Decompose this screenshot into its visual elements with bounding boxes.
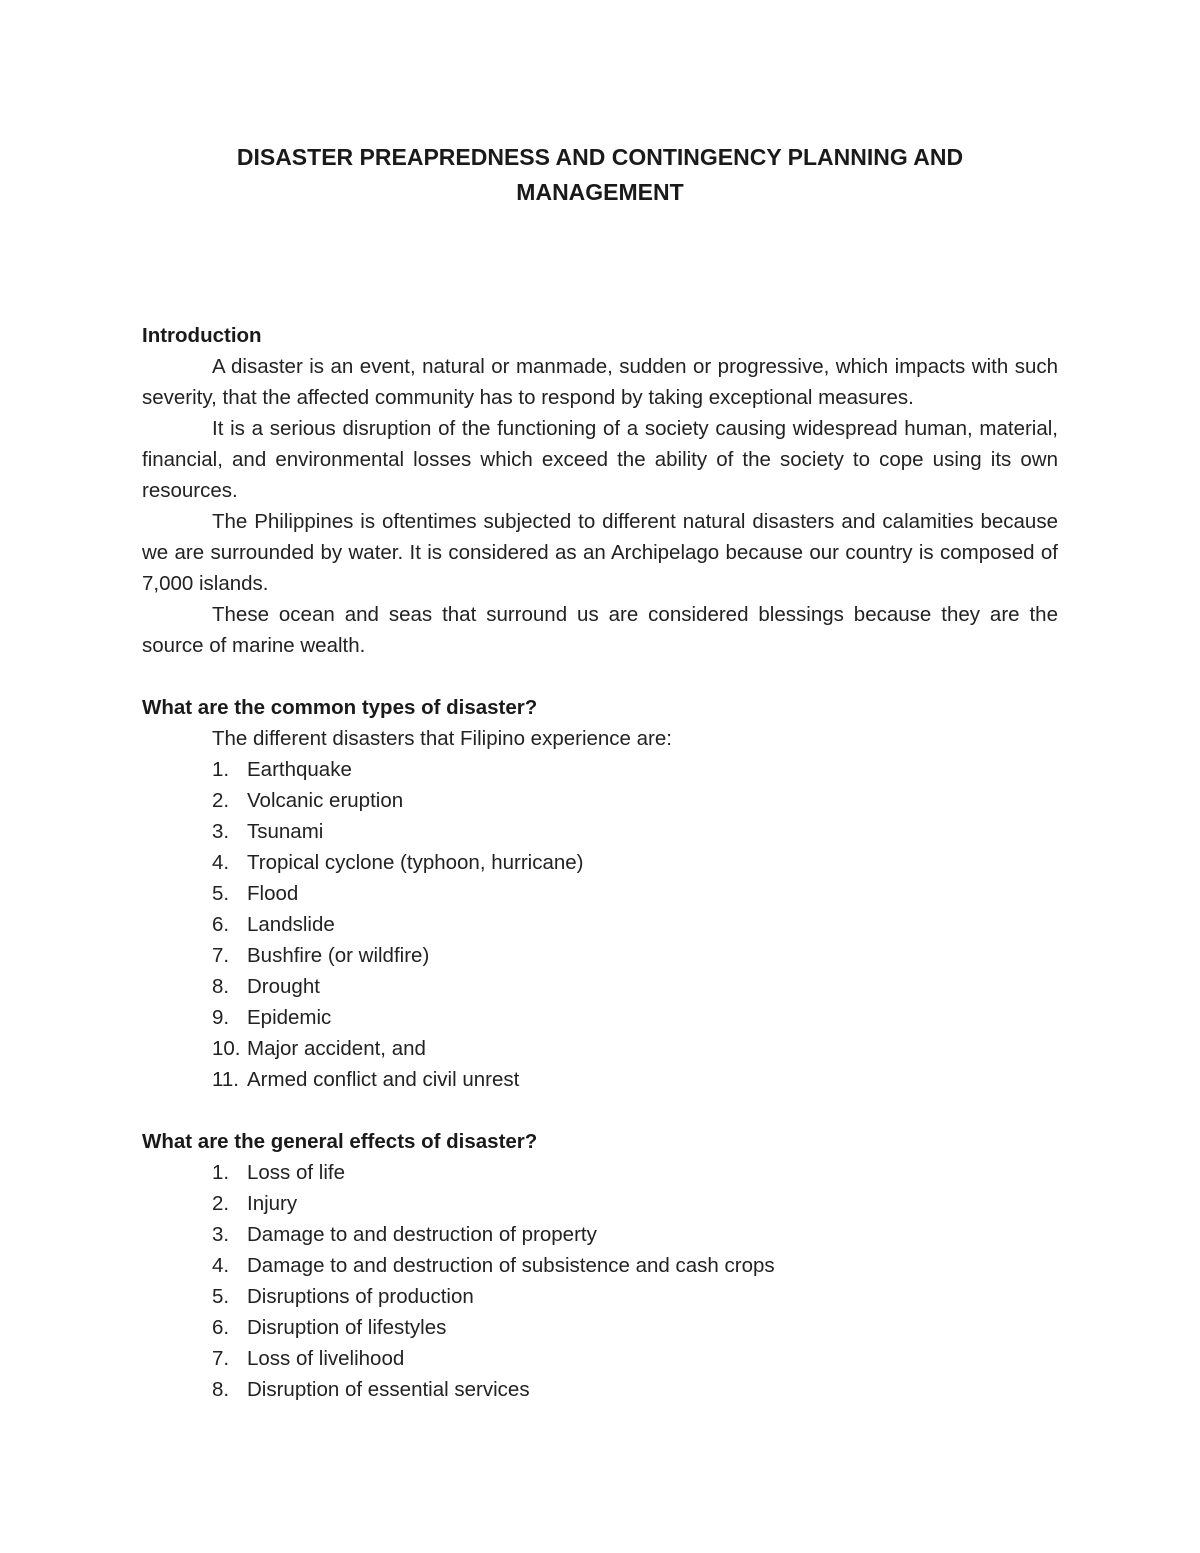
document-title-line-2: MANAGEMENT — [516, 179, 684, 205]
list-item-text: Earthquake — [247, 758, 352, 781]
list-item — [142, 1188, 1058, 1219]
disaster-effects-section — [142, 1126, 1058, 1405]
list-item-text: Landslide — [247, 913, 335, 936]
introduction-paragraph-2: It is a serious disruption of the functioning of a society causing widespread human, material, financial, and environmental losses which exceed the ability of the society to cope using its own resources. — [142, 417, 1058, 502]
list-item — [142, 1250, 1058, 1281]
list-item-text: Drought — [247, 975, 320, 998]
list-item-number: 2. — [212, 789, 230, 812]
introduction-paragraph-1: A disaster is an event, natural or manmade, sudden or progressive, which impacts with such severity, that the affected community has to respond by taking exceptional measures. — [142, 355, 1058, 409]
list-item-text: Disruption of lifestyles — [247, 1316, 447, 1339]
list-item — [142, 971, 1058, 1002]
document-page — [142, 140, 1058, 1405]
list-item — [142, 1281, 1058, 1312]
list-item-number: 1. — [212, 1161, 230, 1184]
list-item-text: Loss of life — [247, 1161, 345, 1184]
introduction-paragraph-3: The Philippines is oftentimes subjected to different natural disasters and calamities because we are surrounded by water. It is considered as an Archipelago because our country is composed of 7,000 islands. — [142, 510, 1058, 595]
list-item-number: 8. — [212, 1378, 230, 1401]
disaster-effects-list — [142, 1157, 1058, 1405]
list-item-number: 3. — [212, 1223, 230, 1246]
list-item-text: Damage to and destruction of subsistence and cash crops — [247, 1254, 775, 1277]
document-title-line-1: DISASTER PREAPREDNESS AND CONTINGENCY PLANNING AND — [236, 144, 964, 170]
list-item-number: 7. — [212, 944, 230, 967]
list-item-number: 1. — [212, 758, 230, 781]
list-item-text: Armed conflict and civil unrest — [247, 1068, 520, 1091]
list-item — [142, 785, 1058, 816]
list-item-text: Tsunami — [247, 820, 324, 843]
list-item — [142, 1033, 1058, 1064]
list-item — [142, 1312, 1058, 1343]
list-item — [142, 1343, 1058, 1374]
list-item-text: Injury — [247, 1192, 298, 1215]
list-item-text: Tropical cyclone (typhoon, hurricane) — [247, 851, 584, 874]
list-item — [142, 909, 1058, 940]
disaster-types-heading: What are the common types of disaster? — [142, 696, 538, 719]
list-item — [142, 1157, 1058, 1188]
list-item-text: Disruptions of production — [247, 1285, 474, 1308]
list-item-number: 5. — [212, 1285, 230, 1308]
disaster-effects-heading: What are the general effects of disaster? — [142, 1130, 538, 1153]
list-item-number: 7. — [212, 1347, 230, 1370]
list-item — [142, 1219, 1058, 1250]
list-item-text: Major accident, and — [247, 1037, 426, 1060]
list-item-number: 6. — [212, 913, 230, 936]
list-item-number: 3. — [212, 820, 230, 843]
disaster-types-list — [142, 754, 1058, 1095]
list-item — [142, 1064, 1058, 1095]
list-item-number: 4. — [212, 1254, 230, 1277]
disaster-types-lead: The different disasters that Filipino experience are: — [212, 727, 672, 750]
list-item-text: Loss of livelihood — [247, 1347, 405, 1370]
list-item-number: 5. — [212, 882, 230, 905]
list-item — [142, 940, 1058, 971]
introduction-section — [142, 320, 1058, 661]
document-title — [142, 140, 1058, 210]
list-item-text: Volcanic eruption — [247, 789, 404, 812]
list-item — [142, 816, 1058, 847]
list-item — [142, 847, 1058, 878]
list-item — [142, 1374, 1058, 1405]
list-item-number: 11. — [212, 1068, 239, 1091]
list-item-number: 8. — [212, 975, 230, 998]
disaster-types-section — [142, 692, 1058, 1095]
list-item-text: Flood — [247, 882, 299, 905]
list-item-number: 10. — [212, 1037, 241, 1060]
list-item-number: 2. — [212, 1192, 230, 1215]
list-item-number: 6. — [212, 1316, 230, 1339]
list-item — [142, 754, 1058, 785]
introduction-heading: Introduction — [142, 324, 262, 347]
list-item-number: 9. — [212, 1006, 230, 1029]
list-item-text: Bushfire (or wildfire) — [247, 944, 430, 967]
list-item-text: Damage to and destruction of property — [247, 1223, 597, 1246]
list-item — [142, 878, 1058, 909]
list-item-text: Epidemic — [247, 1006, 332, 1029]
list-item — [142, 1002, 1058, 1033]
list-item-text: Disruption of essential services — [247, 1378, 530, 1401]
list-item-number: 4. — [212, 851, 230, 874]
introduction-paragraph-4: These ocean and seas that surround us are considered blessings because they are the source of marine wealth. — [142, 603, 1058, 657]
